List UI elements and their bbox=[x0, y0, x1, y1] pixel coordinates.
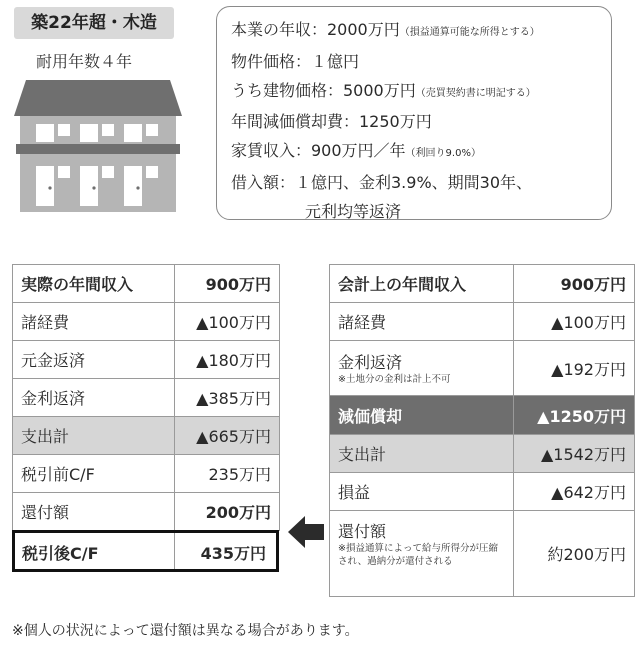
table-row bbox=[330, 435, 635, 473]
cell-divider bbox=[174, 533, 175, 569]
apartment-building-illustration bbox=[12, 80, 184, 212]
table-row bbox=[330, 473, 635, 511]
row-label-cell bbox=[330, 341, 514, 396]
accounting-income-table bbox=[329, 264, 635, 597]
row-label: 会計上の年間収入 bbox=[330, 265, 514, 303]
table-row bbox=[13, 265, 280, 303]
table-row bbox=[330, 265, 635, 303]
table-row bbox=[330, 303, 635, 341]
row-label: 支出計 bbox=[330, 435, 514, 473]
after-tax-cashflow-box bbox=[12, 530, 279, 572]
row-label: 元金返済 bbox=[13, 341, 175, 379]
table-row bbox=[13, 455, 280, 493]
row-value: ▲100万円 bbox=[514, 303, 635, 341]
row-value: ▲1542万円 bbox=[514, 435, 635, 473]
row-value: ▲192万円 bbox=[514, 341, 635, 396]
left-arrow-icon bbox=[288, 516, 324, 548]
row-label-cell bbox=[330, 511, 514, 597]
useful-life-label: 耐用年数４年 bbox=[36, 52, 133, 71]
row-label: 減価償却 bbox=[330, 396, 514, 435]
annual-income-line: 本業の年収：2000万円（損益通算可能な所得とする） bbox=[231, 20, 540, 39]
row-label: 支出計 bbox=[13, 417, 175, 455]
table-row bbox=[330, 341, 635, 396]
row-label: 税引前C/F bbox=[13, 455, 175, 493]
table-row bbox=[13, 379, 280, 417]
row-value: ▲642万円 bbox=[514, 473, 635, 511]
table-row bbox=[13, 341, 280, 379]
depreciation-line: 年間減価償却費：1250万円 bbox=[231, 112, 432, 132]
table-row bbox=[13, 417, 280, 455]
row-label: 還付額 bbox=[13, 493, 175, 531]
row-value: 約200万円 bbox=[514, 511, 635, 597]
loan-line: 借入額：１億円、金利3.9%、期間30年、 bbox=[231, 172, 533, 192]
row-value: ▲1250万円 bbox=[514, 396, 635, 435]
table-row bbox=[330, 396, 635, 435]
row-label: 損益 bbox=[330, 473, 514, 511]
row-label: 実際の年間収入 bbox=[13, 265, 175, 303]
row-label: 諸経費 bbox=[13, 303, 175, 341]
footnote: ※個人の状況によって還付額は異なる場合があります。 bbox=[12, 623, 359, 639]
row-value: ▲385万円 bbox=[175, 379, 280, 417]
row-value: 200万円 bbox=[175, 493, 280, 531]
row-value: ▲100万円 bbox=[175, 303, 280, 341]
row-value: 235万円 bbox=[175, 455, 280, 493]
row-value: ▲665万円 bbox=[175, 417, 280, 455]
after-tax-cf-label: 税引後C/F bbox=[22, 544, 99, 563]
row-value: 900万円 bbox=[514, 265, 635, 303]
row-note: ※土地分の金利は計上不可 bbox=[338, 374, 451, 385]
row-value: 900万円 bbox=[175, 265, 280, 303]
table-row bbox=[13, 493, 280, 531]
rent-income-line: 家賃収入：900万円／年（利回り9.0%） bbox=[231, 141, 481, 161]
row-label: 諸経費 bbox=[330, 303, 514, 341]
table-row bbox=[330, 511, 635, 597]
row-label: 還付額 bbox=[338, 522, 387, 541]
row-value: ▲180万円 bbox=[175, 341, 280, 379]
building-price-line: うち建物価格：5000万円（売買契約書に明記する） bbox=[231, 80, 536, 100]
row-label: 金利返済 bbox=[13, 379, 175, 417]
property-conditions-box bbox=[216, 6, 612, 220]
loan-repayment-line: 元利均等返済 bbox=[305, 201, 402, 221]
after-tax-cf-value: 435万円 bbox=[200, 544, 266, 563]
property-price-line: 物件価格：１億円 bbox=[231, 51, 360, 71]
row-label: 金利返済 bbox=[338, 353, 403, 372]
actual-cashflow-table bbox=[12, 264, 280, 531]
structure-badge: 築22年超・木造 bbox=[14, 7, 174, 39]
row-note: ※損益通算によって給与所得分が圧縮され、過納分が還付される bbox=[338, 543, 498, 567]
table-row bbox=[13, 303, 280, 341]
